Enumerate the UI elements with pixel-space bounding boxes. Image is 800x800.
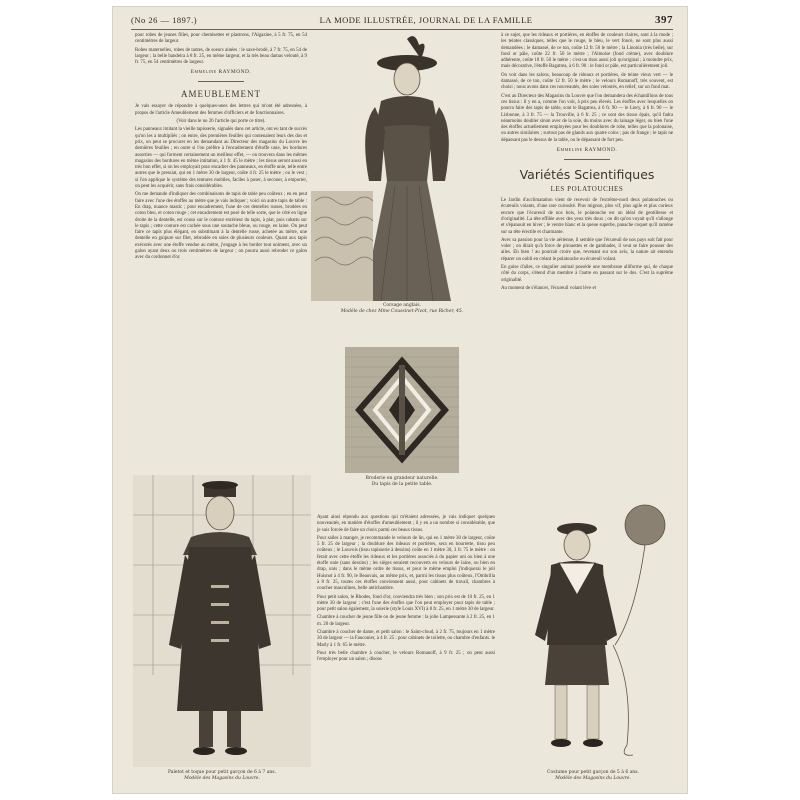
paragraph: On me demande d'indiquer des combinaisons de tapis de table peu coûteux ; en en peut faire avec l'une des étoffes au mètre que je vais indiquer ; voici un autre tapis de table : En drap, nuance mastic ; pour encadrement, l'une de ces dentelles russes, brodées en coton bleu, et coton rouge ; cet encadrement est posé de telle sorte, que le côté en ligne droite de la dentelle, est cousu sur le contour extérieur du tapis, à plat, puis rabattu sur le tapis ; cette couture est cachée sous une soutache bleue, ou rouge, en laine. On peut faire ce tapis plus élégant, en substituant à la dentelle russe, achetée au mètre, une dentelle en guipure sur filet, rebrodée en soies de plusieurs couleurs. Quant aux tapis exécutés avec une étoffe vendue au mètre, j'engage à les border tout uniment, avec un galon ayant deux ou trois centimètres de largeur ; on pourra aussi rebroder ce galon avec du cordonnet d'or. <box>135 192 307 261</box>
paragraph: Pour salles à manger, je recommande le velours de lin, qui en 1 mètre 30 de largeur, coûte 5 fr. 25 de largeur ; la doublure des rideaux et portières, sera en bourrette, tissu peu coûteux ; le Louvois (tissu tapisserie à dessins) coûte en 1 mètre 30, 3 fr. 75 le mètre : on ferait avec cette étoffe les rideaux et les portières associés à du papier uni ou bien à une étoffe unie (sans dessins) ; les sièges seraient recouverts en velours de laine, ou bien en drap, unis ; dans le même ordre de tissus, et pour le même emploi j'indiquerai le joli Huisnot à 4 fr. 90, le Beauvais, au même prix, et, parmi les tissus plus coûteux, l'Ombrilla à 8 fr. 25, toutes ces étoffes conviennent aussi, pour cabinets de travail, chambres à coucher masculines, belle antichambre. <box>317 535 495 592</box>
issue-number: (No 26 — 1897.) <box>131 15 198 25</box>
sailor-boy-engraving <box>507 495 679 767</box>
section-subtitle: LES POLATOUCHES <box>550 185 624 194</box>
separator <box>198 81 244 82</box>
paragraph: On voit dans les salons, beaucoup de rideaux et portières, de teinte vieux vert — le damassé, de ce ton, coûte 12 fr. 50 le mètre ; le velours Romanoff, très souvent, est choisi ; nous avons dans ces nouveautés, des soies veloutés, en relief, sur un fond mat. <box>501 72 673 91</box>
right-column <box>501 33 673 294</box>
paragraph: Les panneaux imitant la vieille tapisserie, signalés dans cet article, ont eu tant de succès qu'on les a multipliés ; on entre, des premières feuilles qui contenaient leurs des dos et prix, on peut se procurer en les demandant au Directeur des magasins du Louvre les dernières feuilles ; en outre si l'on préfère à l'encadrement d'étoffe unie, les bordures assorties — qui forment certainement un meilleur effet, — on trouvera dans les mêmes magasins des bordures en même imitation, à 1 fr. 45 le mètre ; les tissus seront aussi en très bon effet, si on les employait pour encadrer des panneaux, en étoffe unie, telle entre autres que le pressiat, qui en 1 mètre 30 de largeur, coûte 4 fr. 25 le mètre ; ou le vest ; si l'on applique le système des tentures mobiles, faciles à poser, à secouer, à emporter, on peut les acquérir, sans frais considérables. <box>135 127 308 190</box>
paragraph: C'est au Directeur des Magasins du Louvre que l'on demandera des échantillons de tous ces tissus : il y en a, comme l'on voit, à prix peu élevés. Les étoffes avec lesquelles on pourra faire des tapis de table, sont le Bagatrea, à 6 fr. 90 — le Liery, à 6 fr. 90 — le Lisbonne, à 3 fr. 75 — la Trouville, à 6 fr. 25 ; ce sont des tissus épais, qu'il fadra néanmoins doubler sinon avec de la soie, du moins avec du lainage léger, ou bien l'une des étoffes actuellement employées pour les doublures de robe, telles que la polonaise, ou autres similaires ; surtout pas de glands aux quatre coins ; pas de frange ; le tapis ne dépassant pas le dessus de la table, ou le dépassant de fort peu. <box>501 93 673 143</box>
boy-coat-engraving <box>133 475 311 767</box>
sailor-boy-illustration <box>507 495 679 785</box>
figure-caption: Corsage anglais. <box>382 303 422 308</box>
journal-title: LA MODE ILLUSTRÉE, JOURNAL DE LA FAMILLE <box>319 15 533 25</box>
center-column <box>317 515 495 666</box>
signature: Emmeline RAYMOND. <box>556 147 618 154</box>
page-number: 397 <box>654 14 673 26</box>
corsage-illustration <box>311 31 493 319</box>
paragraph: Avec sa passion pour la vie aérienne, il semble que l'écureuil de nos pays soit fait pour voler ; on dirait qu'à force de pirouettes et de gambades, il veut se faire pousser des ailes. Eh bien ! au pourrait croire que, revenant sur son avis, la nature ait entendu réparer un oubli en créant le polatouche ou écureuil volant. <box>501 237 673 262</box>
signature: Emmeline RAYMOND. <box>190 69 252 76</box>
paragraph: Pour très belle chambre à coucher, le velours Romanoff, à 9 fr. 25 ; on peut aussi l'employer pour un salon ; disons <box>317 650 495 663</box>
section-title-varietes: Variétés Scientifiques <box>519 167 655 183</box>
paragraph: Chambre à coucher de jeune fille ou de jeune femme : la jolie Lampessante à 2 fr. 25, en 1 m. 20 de largeur. <box>317 615 495 627</box>
paragraph: Chambre à coucher de dame, et petit salon : le Saint-cloud, à 2 fr. 75, toujours en 1 mètre 30 de largeur — la Fauconier, à 4 fr. 25 : pour cabinets de toilette, ou chambre d'enfants. le Marly à 1 fr. 65 le mètre. <box>317 630 495 648</box>
magazine-page <box>112 6 688 794</box>
embroidery-illustration <box>345 347 459 495</box>
header-rule <box>131 29 673 30</box>
figure-caption: Costume pour petit garçon de 5 à 6 ans. <box>547 770 639 775</box>
embroidery-motif <box>345 347 459 473</box>
page-header <box>131 13 673 27</box>
paragraph: (Voir dans le no 26 l'article qui porte ce titre). <box>176 119 266 125</box>
paragraph: Le Jardin d'acclimatation vient de recevoir de l'extrême-nord deux polatouches ou écureuils volants, d'une rare curiosité. Plus mignon, plus vif, plus agile et plus curieux encore que l'écureuil de nos bois, le polatouche est un idéal de gentillesse et d'originalité. La tête effilée avec des yeux très doux ; on dit qu'on voyait qu'il s'allonge et s'épanouit en hiver ; le ventre blanc et la queue superbe, panache coquet qu'il ramène sur sa tête érectile et charmante. <box>501 198 673 235</box>
paragraph: à ce sujet, que les rideaux et portières, en étoffes de couleurs claires, sont à la mode ; les teintes classiques, telles que le rouge, le bleu, le vert foncé, ne sont plus aussi demandées ; le damassé, de ce ton, coûte 12 fr. 50 le mètre ; la Linonia (très belle), sur fond or pâle, coûte 22 fr. 50 le mètre ; l'Almoise (fond crème), avec doublure adhérente, coûte 18 fr. 50 le mètre ; c'est un tissu aussi joli qu'original ; à moindre prix, mais décorative, l'étoffe Bagatrea, à 6 fr. 90 : le fond or pâle, est particulièrement joli. <box>501 33 673 70</box>
paragraph: Au moment de s'élancer, l'écureuil volant lève et <box>501 285 596 291</box>
figure-credit: Modèle des Magasins du Louvre. <box>555 775 631 781</box>
figure-credit: Modèle de chez Mme Coussinet-Pivot, rue Richer, 45. <box>340 308 464 314</box>
section-title-ameublement: AMEUBLEMENT <box>181 89 261 100</box>
figure-credit: Modèle des Magasins du Louvre. <box>184 775 260 781</box>
figure-caption: Paletot et toque pour petit garçon de 6 à 7 ans. <box>167 770 277 775</box>
paragraph: Pour petit salon, le Rhodes, fond d'or, conviendra très bien ; son prix est de 10 fr. 25, en 1 mètre 30 de largeur ; c'est l'une des étoffes que l'on peut employer pour tapis de table ; pour petit salon également, la soierie (style Louis XVI) à 8 fr. 25, en 1 mètre 30 de largeur. <box>317 594 495 613</box>
paragraph: Je vais essayer de répondre à quelques-unes des lettres qui m'ont été adressées, à propos de l'article Ameublement des femmes d'officiers et de fonctionnaires. <box>135 104 307 116</box>
corsage-engraving <box>311 31 493 303</box>
boy-coat-illustration <box>133 475 311 780</box>
figure-caption: Broderie en grandeur naturelle. <box>365 476 439 481</box>
separator <box>564 159 610 160</box>
left-column <box>135 33 307 264</box>
figure-credit: Du tapis de la petite table. <box>371 481 433 487</box>
paragraph: Ayant ainsi répondu aux questions qui m'étaient adressées, je vais indiquer quelques nouveautés, en matière d'étoffes d'ameublement ; il y en a un nombre si considérable, que je suis forcée de faire un choix parmi ces beaux tissus. <box>317 515 495 533</box>
paragraph: Robes maternelles, robes de tantes, de soeurs ainées : le saxe-brodé, à 7 fr. 75, en 54 de largeur ; la belle bandeira à 8 fr. 25, en même largeur, et la très beau damas velouté, à 9 fr. 75, en 54 centimètres de largeur. <box>135 47 307 66</box>
paragraph: En guise d'ailes, ce singulier animal possède une membrane alliforme qui, de chaque côté du corps, s'étend d'un membre à l'autre en passant sur le dos. C'est la suprême originalité. <box>501 265 673 283</box>
paragraph: pour robes de jeunes filles, pour chemisettes et plastrons, l'Algazine, à 5 fr. 75, en 54 centimètres de largeur. <box>135 33 307 45</box>
